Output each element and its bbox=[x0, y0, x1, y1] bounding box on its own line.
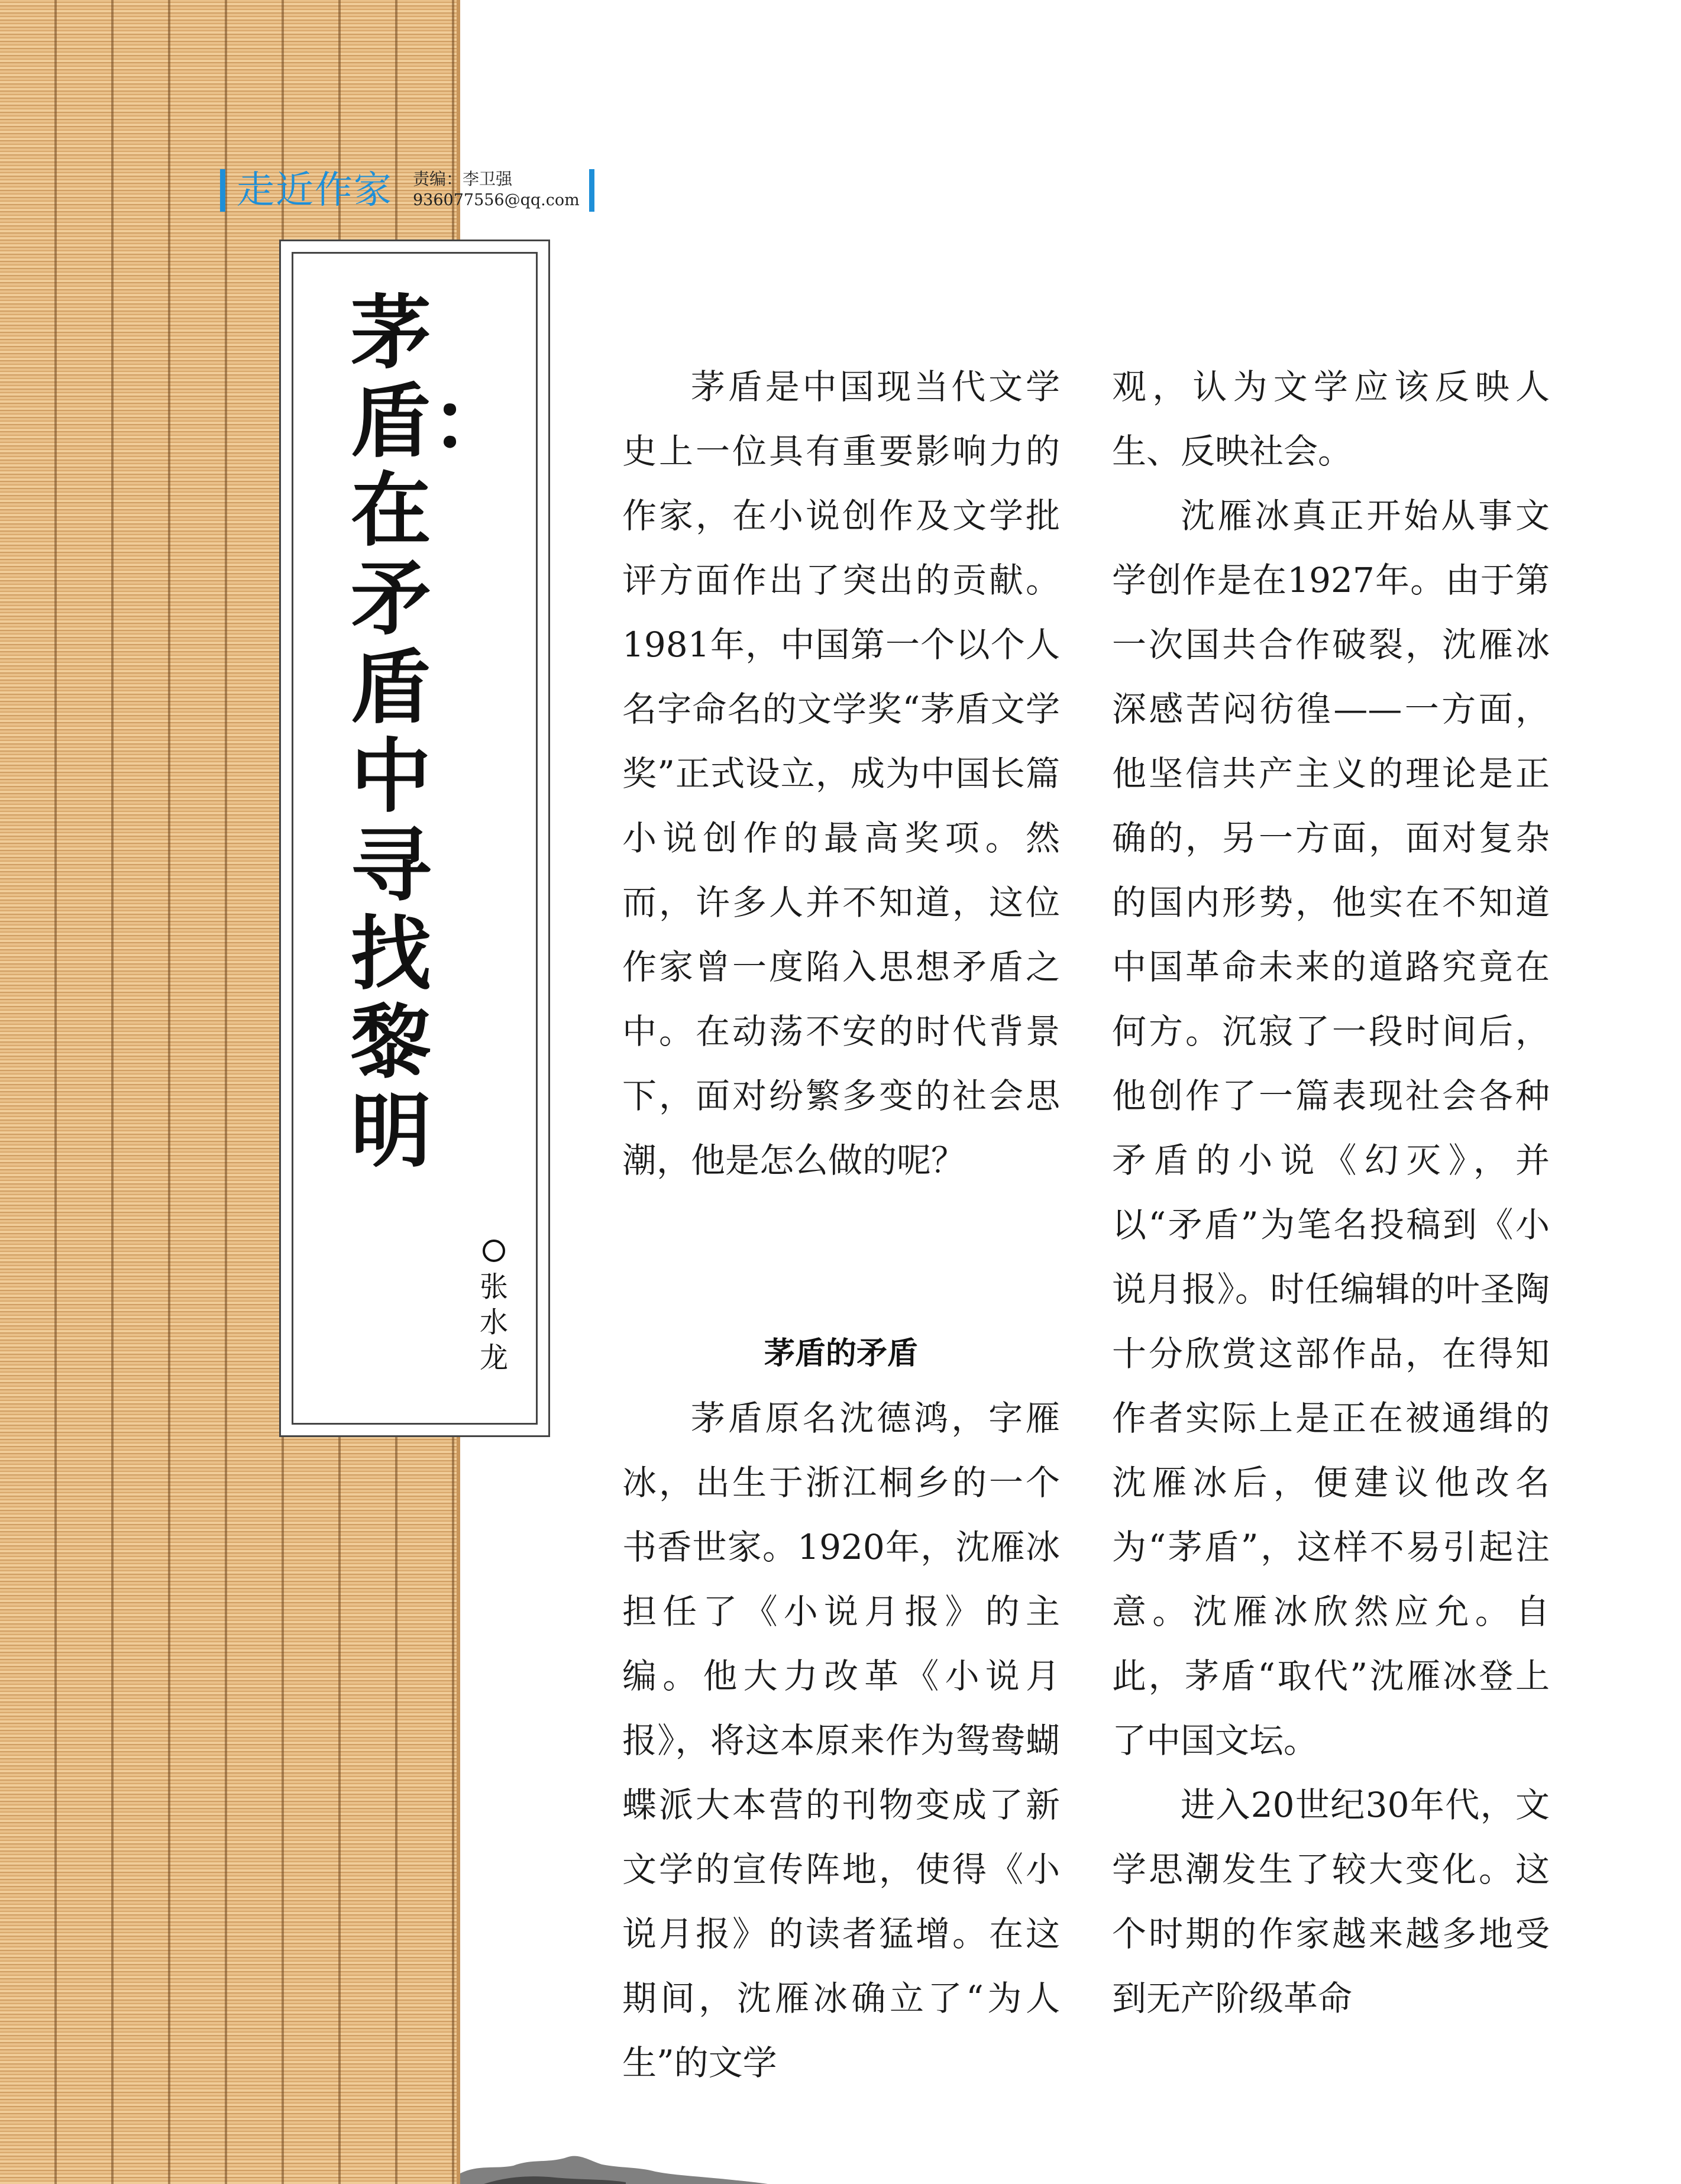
paragraph-1: 茅盾原名沈德鸿，字雁冰，出生于浙江桐乡的一个书香世家。1920年，沈雁冰担任了《小说月报》的主编。他大力改革《小说月报》，将这本原来作为鸳鸯蝴蝶派大本营的刊物变成了新文学的宣传阵地，使得《小说月报》的读者猛增。在这期间，沈雁冰确立了“为人生”的文学 bbox=[622, 1398, 1060, 2083]
header-bar-left bbox=[220, 169, 225, 212]
paragraph-1-continued: 观，认为文学应该反映人生、反映社会。 bbox=[1112, 367, 1550, 471]
header-bar-right bbox=[589, 169, 594, 212]
author-byline bbox=[477, 1240, 510, 1376]
title-frame bbox=[279, 240, 550, 1437]
ink-mountain-decoration bbox=[460, 2141, 768, 2184]
article-title bbox=[351, 286, 512, 1179]
subheading: 茅盾的矛盾 bbox=[764, 1336, 918, 1371]
spacer bbox=[622, 1193, 1060, 1322]
author-name: 张水龙 bbox=[479, 1270, 508, 1374]
column-header bbox=[220, 167, 599, 214]
paragraph-3: 进入20世纪30年代，文学思潮发生了较大变化。这个时期的作家越来越多地受到无产阶级革命 bbox=[1112, 1785, 1550, 2018]
circle-icon bbox=[483, 1240, 505, 1262]
column-name: 走近作家 bbox=[237, 169, 393, 212]
paragraph-2: 沈雁冰真正开始从事文学创作是在1927年。由于第一次国共合作破裂，沈雁冰深感苦闷彷徨——一方面，他坚信共产主义的理论是正确的，另一方面，面对复杂的国内形势，他实在不知道中国革命未来的道路究竟在何方。沉寂了一段时间后，他创作了一篇表现社会各种矛盾的小说《幻灭》，并以“矛盾”为笔名投稿到《小说月报》。时任编辑的叶圣陶十分欣赏这部作品，在得知作者实际上是正在被通缉的沈雁冰后，便建议他改名为“茅盾”，这样不易引起注意。沈雁冰欣然应允。自此，茅盾“取代”沈雁冰登上了中国文坛。 bbox=[1112, 496, 1550, 1761]
text-column-left bbox=[622, 355, 1060, 2095]
editor-email[interactable]: 936077556@qq.com bbox=[413, 191, 580, 209]
title-line-2: 在矛盾中寻找黎明 bbox=[351, 463, 431, 1179]
editor-credit: 责编：李卫强 bbox=[413, 169, 513, 189]
intro-paragraph: 茅盾是中国现当代文学史上一位具有重要影响力的作家，在小说创作及文学批评方面作出了突出的贡献。1981年，中国第一个以个人名字命名的文学奖“茅盾文学奖”正式设立，成为中国长篇小说创作的最高奖项。然而，许多人并不知道，这位作家曾一度陷入思想矛盾之中。在动荡不安的时代背景下，面对纷繁多变的社会思潮，他是怎么做的呢？ bbox=[622, 367, 1060, 1180]
title-line-1: 茅盾： bbox=[351, 286, 512, 469]
text-column-right bbox=[1112, 355, 1550, 2031]
